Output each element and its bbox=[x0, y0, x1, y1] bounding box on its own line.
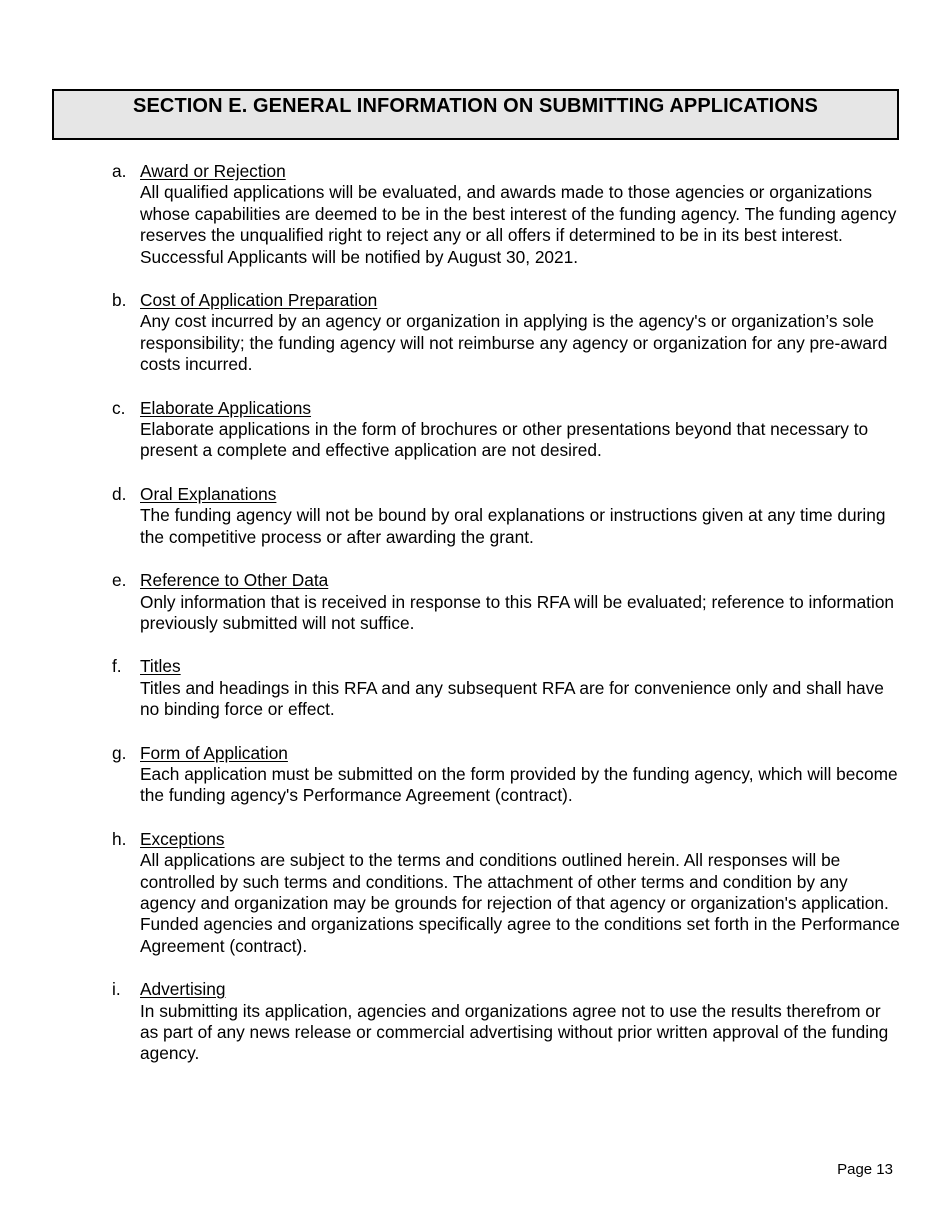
item-heading: Titles bbox=[140, 656, 181, 677]
item-body: Each application must be submitted on the form provided by the funding agency, which will become the funding agency's Performance Agreement (contract). bbox=[140, 763, 898, 806]
item-body: All qualified applications will be evaluated, and awards made to those agencies or organizations whose capabilities are deemed to be in the best interest of the funding agency. The funding agency reserves the unqualified right to reject any or all offers if determined to be in its best interest. Successful Applicants will be notified by August 30, 2021. bbox=[140, 182, 897, 267]
list-item-reference-to-other-data bbox=[112, 570, 902, 634]
list-item-oral-explanations bbox=[112, 484, 902, 548]
item-marker: a. bbox=[112, 161, 127, 181]
section-title: SECTION E. GENERAL INFORMATION ON SUBMITTING APPLICATIONS bbox=[133, 95, 818, 117]
item-heading: Award or Rejection bbox=[140, 161, 286, 181]
list-item-elaborate-applications bbox=[112, 398, 902, 462]
list-item-titles bbox=[112, 656, 902, 720]
item-marker: e. bbox=[112, 570, 127, 591]
item-marker: h. bbox=[112, 828, 127, 849]
item-body: Titles and headings in this RFA and any subsequent RFA are for convenience only and shall have no binding force or effect. bbox=[140, 677, 884, 720]
item-marker: d. bbox=[112, 483, 127, 504]
list-item-exceptions bbox=[112, 829, 902, 957]
section-header-box bbox=[52, 89, 899, 140]
item-list bbox=[112, 161, 902, 1087]
item-body: All applications are subject to the terms and conditions outlined herein. All responses will be controlled by such terms and conditions. The attachment of other terms and condition by any agency and organization may be grounds for rejection of that agency or organization's application. Funded agencies and organizations specifically agree to the conditions set forth in the Performance Agreement (contract). bbox=[140, 850, 900, 956]
item-marker: g. bbox=[112, 742, 127, 763]
item-heading: Cost of Application Preparation bbox=[140, 290, 378, 311]
item-heading: Form of Application bbox=[140, 742, 288, 763]
item-heading: Elaborate Applications bbox=[140, 397, 312, 418]
list-item-cost-of-application-preparation bbox=[112, 290, 902, 376]
list-item-advertising bbox=[112, 979, 902, 1065]
item-marker: f. bbox=[112, 656, 122, 677]
item-heading: Reference to Other Data bbox=[140, 570, 329, 591]
item-body: Elaborate applications in the form of brochures or other presentations beyond that necessary to present a complete and effective application are not desired. bbox=[140, 419, 869, 461]
item-heading: Exceptions bbox=[140, 828, 225, 849]
item-heading: Advertising bbox=[140, 979, 226, 1000]
item-heading: Oral Explanations bbox=[140, 483, 277, 504]
item-marker: i. bbox=[112, 979, 121, 1000]
item-body: Only information that is received in response to this RFA will be evaluated; reference to information previously submitted will not suffice. bbox=[140, 591, 895, 633]
list-item-form-of-application bbox=[112, 743, 902, 807]
item-body: In submitting its application, agencies and organizations agree not to use the results therefrom or as part of any news release or commercial advertising without prior written approval of the funding agency. bbox=[140, 1000, 889, 1064]
item-body: The funding agency will not be bound by oral explanations or instructions given at any time during the competitive process or after awarding the grant. bbox=[140, 505, 886, 547]
item-marker: b. bbox=[112, 290, 127, 311]
item-marker: c. bbox=[112, 397, 126, 418]
item-body: Any cost incurred by an agency or organization in applying is the agency's or organization’s sole responsibility; the funding agency will not reimburse any agency or organization for any pre-award costs incurred. bbox=[140, 311, 888, 375]
list-item-award-or-rejection bbox=[112, 161, 902, 268]
page-number: Page 13 bbox=[837, 1161, 893, 1178]
